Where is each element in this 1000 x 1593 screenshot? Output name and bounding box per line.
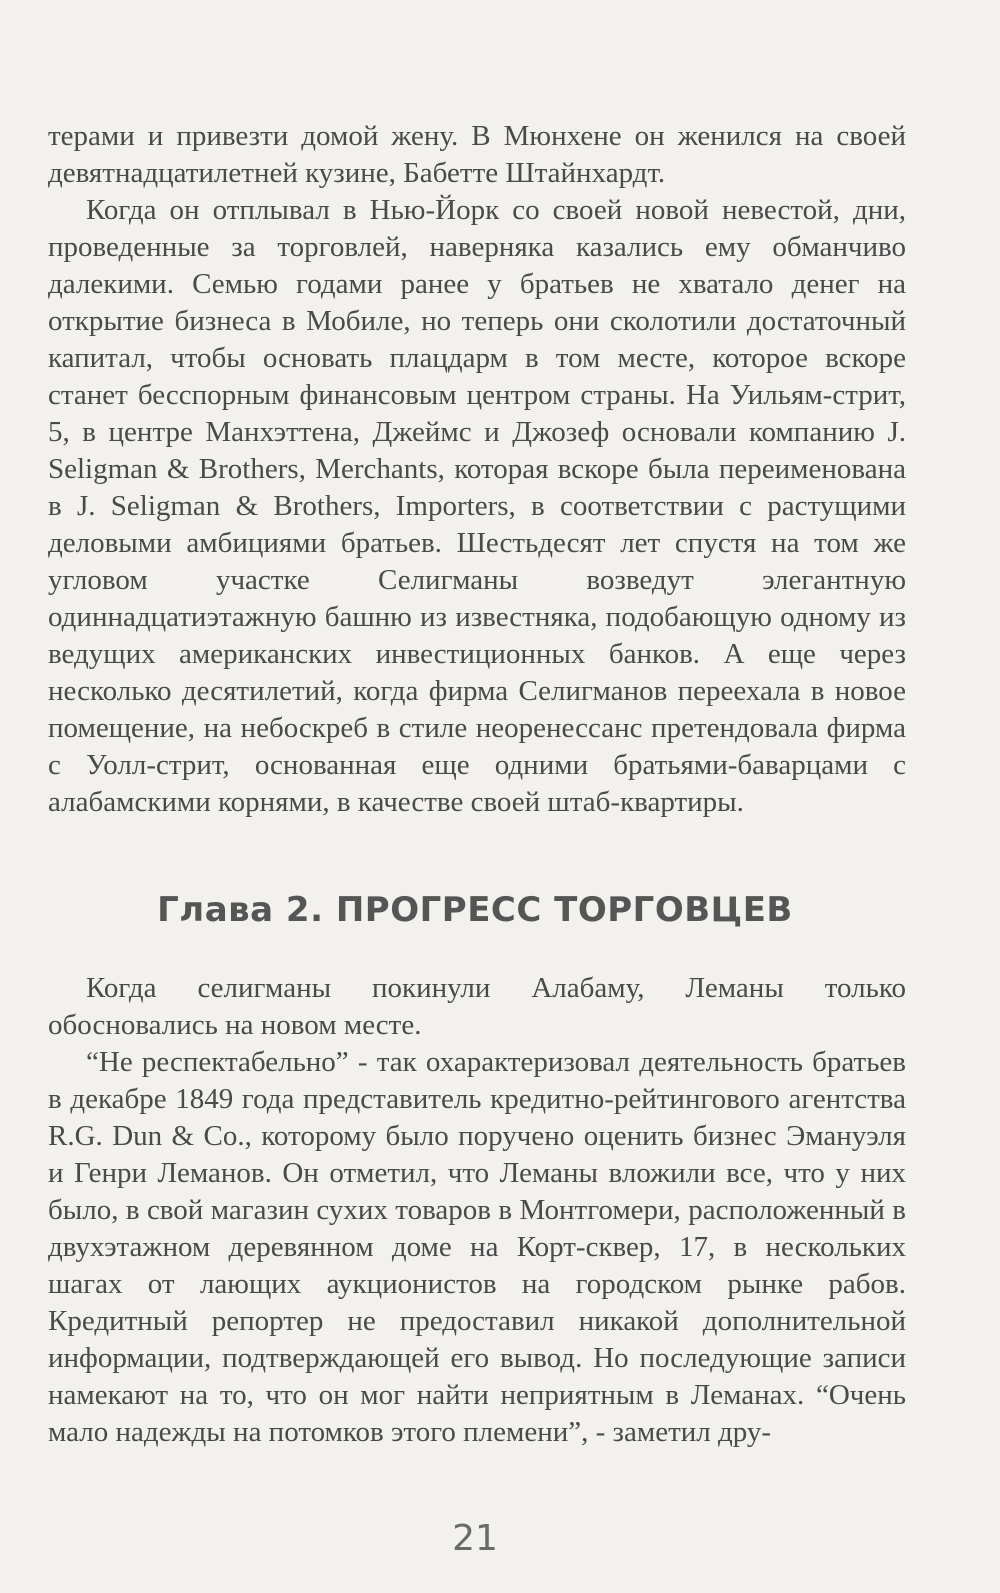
text-block-bottom [48, 970, 906, 1451]
paragraph: Когда селигманы покинули Алабаму, Леманы только обосновались на новом месте. [48, 972, 906, 1041]
page-number: 21 [452, 1518, 498, 1559]
chapter-title: Глава 2. ПРОГРЕСС ТОРГОВЦЕВ [157, 890, 793, 930]
paragraph: Когда он отплывал в Нью-Йорк со своей новой невестой, дни, проведенные за торговлей, наверняка казались ему обманчиво далекими. Семью годами ранее у братьев не хватало денег на открытие бизнеса в Мобиле, но теперь они сколотили достаточный капитал, чтобы основать плацдарм в том месте, которое вскоре станет бесспорным финансовым центром страны. На Уильям-стрит, 5, в центре Манхэттена, Джеймс и Джозеф основали компанию J. Seligman & Brothers, Merchants, которая вскоре была переименована в J. Seligman & Brothers, Importers, в соответствии с растущими деловыми амбициями братьев. Шестьдесят лет спустя на том же угловом участке Селигманы возведут элегантную одиннадцатиэтажную башню из известняка, подобающую одному из ведущих американских инвестиционных банков. А еще через несколько десятилетий, когда фирма Селигманов переехала в новое помещение, на небоскреб в стиле неоренессанс претендовала фирма с Уолл-стрит, основанная еще одними братьями-баварцами с алабамскими корнями, в качестве своей штаб-квартиры. [48, 194, 906, 818]
paragraph: “Не респектабельно” - так охарактеризовал деятельность братьев в декабре 1849 года представитель кредитно-рейтингового агентства R.G. Dun & Co., которому было поручено оценить бизнес Эмануэля и Генри Леманов. Он отметил, что Леманы вложили все, что у них было, в свой магазин сухих товаров в Монтгомери, расположенный в двухэтажном деревянном доме на Корт-сквер, 17, в нескольких шагах от лающих аукционистов на городском рынке рабов. Кредитный репортер не предоставил никакой дополнительной информации, подтверждающей его вывод. Но последующие записи намекают на то, что он мог найти неприятным в Леманах. “Очень мало надежды на потомков этого племени”, - заметил дру- [48, 1046, 906, 1448]
text-block-top [48, 118, 906, 821]
paragraph-continuation: терами и привезти домой жену. В Мюнхене он женился на своей девятнадцатилетней кузине, Бабетте Штайнхардт. [48, 120, 906, 189]
